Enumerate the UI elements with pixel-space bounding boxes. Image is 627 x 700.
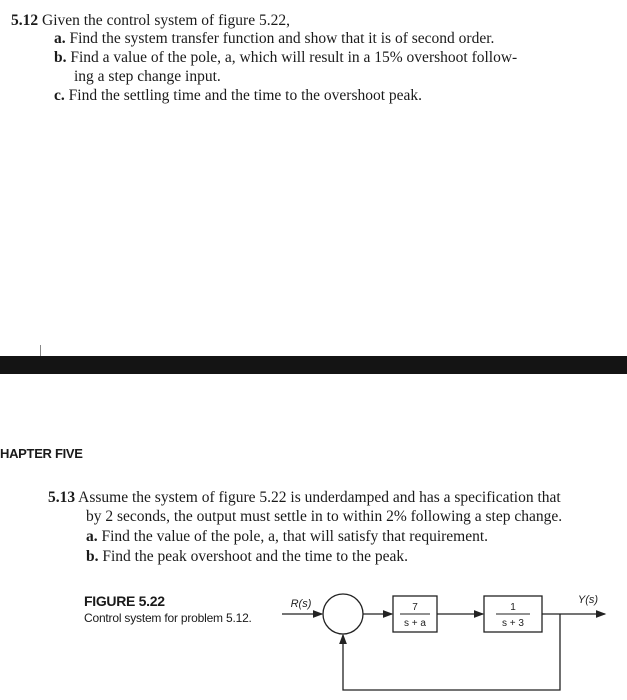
part-text: Find the value of the pole, a, that will satisfy that requirement. [101,528,489,545]
part-label: b. [86,548,99,565]
problem-5-12-part-a [54,29,494,48]
problem-number: 5.13 [48,489,76,506]
problem-5-12 [11,11,290,30]
part-label: b. [54,49,67,66]
block2-denominator: s + 3 [502,618,524,629]
page-separator-bar [0,356,627,374]
block1-denominator: s + a [404,618,426,629]
output-label: Y(s) [577,594,599,606]
figure-title: FIGURE 5.22 [84,593,165,609]
part-label: c. [54,87,65,104]
problem-5-13 [48,488,561,507]
problem-intro: Given the control system of figure 5.22, [42,12,290,29]
problem-intro: Assume the system of figure 5.22 is underdamped and has a specification that [78,489,561,506]
part-label: a. [54,30,66,47]
part-label: a. [86,528,98,545]
part-text: Find a value of the pole, a, which will result in a 15% overshoot follow- [70,49,518,66]
problem-5-12-part-b-cont: ing a step change input. [74,68,221,85]
problem-number: 5.12 [11,12,39,29]
problem-5-12-part-b [54,48,517,67]
part-text: Find the peak overshoot and the time to the peak. [102,548,408,565]
summing-junction [323,594,363,634]
input-label: R(s) [290,598,312,610]
part-text: Find the system transfer function and show that it is of second order. [69,30,495,47]
chapter-header: HAPTER FIVE [0,446,83,461]
problem-5-13-part-a [86,527,488,546]
problem-5-12-part-c [54,86,422,105]
block1-numerator: 7 [412,602,418,613]
part-text: Find the settling time and the time to the overshoot peak. [68,87,423,104]
problem-5-13-part-b [86,547,408,566]
feedback-path [343,614,560,690]
figure-caption: Control system for problem 5.12. [84,611,252,625]
block-diagram [0,580,627,700]
block2-numerator: 1 [510,602,516,613]
problem-5-13-intro-cont: by 2 seconds, the output must settle in to within 2% following a step change. [86,508,563,525]
